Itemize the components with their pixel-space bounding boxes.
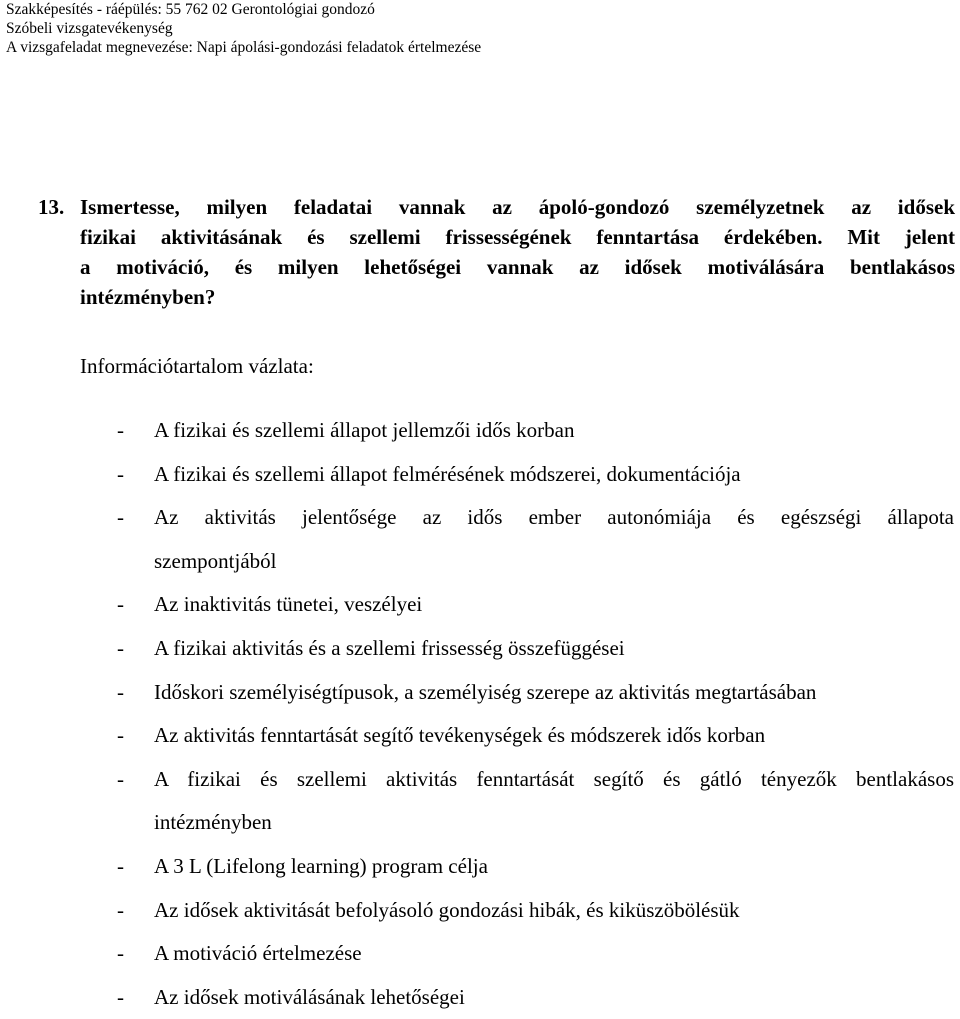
outline-item bbox=[0, 976, 960, 1019]
list-dash: - bbox=[117, 984, 124, 1009]
outline-item bbox=[0, 889, 960, 933]
outline-title: Információtartalom vázlata: bbox=[80, 354, 314, 378]
outline-item bbox=[0, 453, 960, 497]
outline-item bbox=[0, 932, 960, 976]
outline-item bbox=[0, 845, 960, 889]
exam-question bbox=[38, 192, 955, 312]
list-dash: - bbox=[117, 505, 124, 530]
outline-item bbox=[0, 409, 960, 453]
outline-item-text: A fizikai és szellemi aktivitás fenntartását segítő és gátló tényezők bentlakásos bbox=[154, 766, 954, 791]
header-qualification: Szakképesítés - ráépülés: 55 762 02 Gerontológiai gondozó bbox=[6, 1, 375, 18]
outline-item bbox=[0, 496, 960, 583]
outline-item-text: intézményben bbox=[154, 810, 272, 835]
question-line: fizikai aktivitásának és szellemi frissességének fenntartása érdekében. Mit jelent bbox=[80, 225, 955, 249]
outline-item bbox=[0, 583, 960, 627]
list-dash: - bbox=[117, 853, 124, 878]
outline-item bbox=[0, 627, 960, 671]
list-dash: - bbox=[117, 461, 124, 486]
list-dash: - bbox=[117, 723, 124, 748]
outline-item bbox=[0, 714, 960, 758]
header-task-name: A vizsgafeladat megnevezése: Napi ápolási-gondozási feladatok értelmezése bbox=[6, 39, 482, 56]
outline-item bbox=[0, 671, 960, 715]
outline-item-text: Az idősek aktivitását befolyásoló gondozási hibák, és kiküszöbölésük bbox=[154, 897, 740, 922]
outline-item bbox=[0, 758, 960, 845]
outline-item-text: A fizikai és szellemi állapot felmérésének módszerei, dokumentációja bbox=[154, 461, 741, 486]
outline-item-text: A 3 L (Lifelong learning) program célja bbox=[154, 853, 488, 878]
outline-item-text: A motiváció értelmezése bbox=[154, 941, 362, 966]
outline-item-text: Az aktivitás jelentősége az idős ember autonómiája és egészségi állapota bbox=[154, 505, 954, 530]
question-line: Ismertesse, milyen feladatai vannak az ápoló-gondozó személyzetnek az idősek bbox=[80, 195, 955, 219]
list-dash: - bbox=[117, 418, 124, 442]
list-dash: - bbox=[117, 897, 124, 922]
list-dash: - bbox=[117, 679, 124, 704]
list-dash: - bbox=[117, 635, 124, 660]
outline-item-text: Az idősek motiválásának lehetőségei bbox=[154, 984, 465, 1009]
list-dash: - bbox=[117, 592, 124, 617]
outline-item-text: A fizikai aktivitás és a szellemi frissesség összefüggései bbox=[154, 635, 625, 660]
outline-item-text: Az aktivitás fenntartását segítő tevékenységek és módszerek idős korban bbox=[154, 723, 766, 748]
list-dash: - bbox=[117, 766, 124, 791]
question-number: 13. bbox=[38, 195, 65, 219]
question-line: a motiváció, és milyen lehetőségei vannak az idősek motiválására bentlakásos bbox=[80, 255, 955, 279]
header-exam-activity: Szóbeli vizsgatevékenység bbox=[6, 20, 173, 37]
outline-list bbox=[0, 409, 960, 1019]
outline-item-text: A fizikai és szellemi állapot jellemzői idős korban bbox=[154, 418, 575, 442]
outline-item-text: szempontjából bbox=[154, 548, 277, 573]
page-header bbox=[6, 0, 946, 57]
question-line: intézményben? bbox=[80, 285, 216, 309]
list-dash: - bbox=[117, 941, 124, 966]
outline-item-text: Időskori személyiségtípusok, a személyiség szerepe az aktivitás megtartásában bbox=[154, 679, 817, 704]
outline-item-text: Az inaktivitás tünetei, veszélyei bbox=[154, 592, 423, 617]
